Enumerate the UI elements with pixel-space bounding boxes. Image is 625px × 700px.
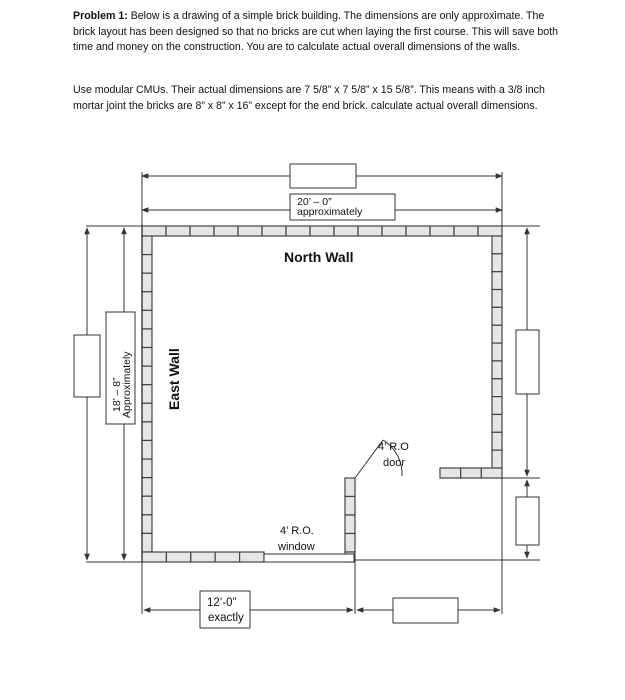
brick [215, 552, 239, 562]
brick [492, 254, 502, 272]
brick [142, 385, 152, 404]
brick [238, 226, 262, 236]
bottom-dim-line1: 12’-0” [207, 597, 237, 609]
north-wall-label: North Wall [284, 249, 354, 265]
bottom-dim-line2: exactly [208, 612, 244, 624]
window-label-line1: 4’ R.O. [280, 525, 314, 537]
right-dimension [355, 226, 540, 560]
right-upper-answer-box [516, 330, 539, 394]
brick [492, 325, 502, 343]
top-dim-line1: 20’ – 0” [297, 196, 332, 208]
left-dim-line1: 18’ – 8” [111, 377, 123, 412]
brick [142, 255, 152, 274]
door-label-line1: 4’ R.O [378, 441, 409, 453]
brick [142, 366, 152, 385]
brick [166, 226, 190, 236]
window-opening [264, 554, 354, 562]
east-wall-label: East Wall [166, 348, 182, 410]
brick [240, 552, 264, 562]
brick [492, 236, 502, 254]
brick [142, 236, 152, 255]
brick [492, 272, 502, 290]
brick [345, 497, 355, 516]
brick [286, 226, 310, 236]
brick [454, 226, 478, 236]
brick [492, 379, 502, 397]
brick [142, 329, 152, 348]
right-lower-answer-box [516, 497, 539, 545]
brick [345, 478, 355, 497]
brick [142, 440, 152, 459]
brick [492, 414, 502, 432]
brick [492, 397, 502, 415]
brick [492, 343, 502, 361]
brick [142, 310, 152, 329]
top-answer-box [290, 164, 356, 188]
problem-label: Problem 1: [73, 10, 128, 22]
brick [166, 552, 190, 562]
brick [382, 226, 406, 236]
left-answer-box [74, 335, 100, 397]
brick [310, 226, 334, 236]
brick [142, 496, 152, 515]
brick [142, 422, 152, 441]
brick [492, 450, 502, 468]
brick [481, 468, 502, 478]
brick [492, 432, 502, 450]
brick [142, 515, 152, 534]
brick [142, 478, 152, 497]
brick [492, 307, 502, 325]
brick [142, 552, 166, 562]
problem-text: Below is a drawing of a simple brick building. The dimensions are only approximate. The brick layout has been designed so that no bricks are cut when laying the first course. This will save both time and money on the construction. You are to calculate actual overall dimensions of the walls. [73, 10, 559, 53]
brick [142, 403, 152, 422]
brick [142, 226, 166, 236]
brick [142, 533, 152, 552]
brick [345, 515, 355, 534]
left-dim-line2: Approximately [121, 351, 133, 418]
instructions-paragraph: Use modular CMUs. Their actual dimensions are 7 5/8” x 7 5/8” x 15 5/8”. This means with a 3/8 inch mortar joint the bricks are 8” x 8” x 16” except for the end brick. calculate actual overall dimensions. [73, 84, 545, 112]
brick [461, 468, 482, 478]
window-label-line2: window [278, 541, 315, 553]
brick [142, 348, 152, 367]
brick [191, 552, 215, 562]
brick [358, 226, 382, 236]
brick [214, 226, 238, 236]
brick [142, 273, 152, 292]
brick [406, 226, 430, 236]
brick [478, 226, 502, 236]
brick [142, 459, 152, 478]
brick [142, 292, 152, 311]
brick [345, 534, 355, 553]
brick [334, 226, 358, 236]
brick [190, 226, 214, 236]
brick [492, 290, 502, 308]
brick [430, 226, 454, 236]
bottom-answer-box [393, 598, 458, 623]
door-label-line2: door [383, 457, 406, 469]
brick [492, 361, 502, 379]
brick [440, 468, 461, 478]
brick-walls [142, 226, 502, 562]
top-dim-line2: approximately [297, 206, 363, 218]
brick [262, 226, 286, 236]
